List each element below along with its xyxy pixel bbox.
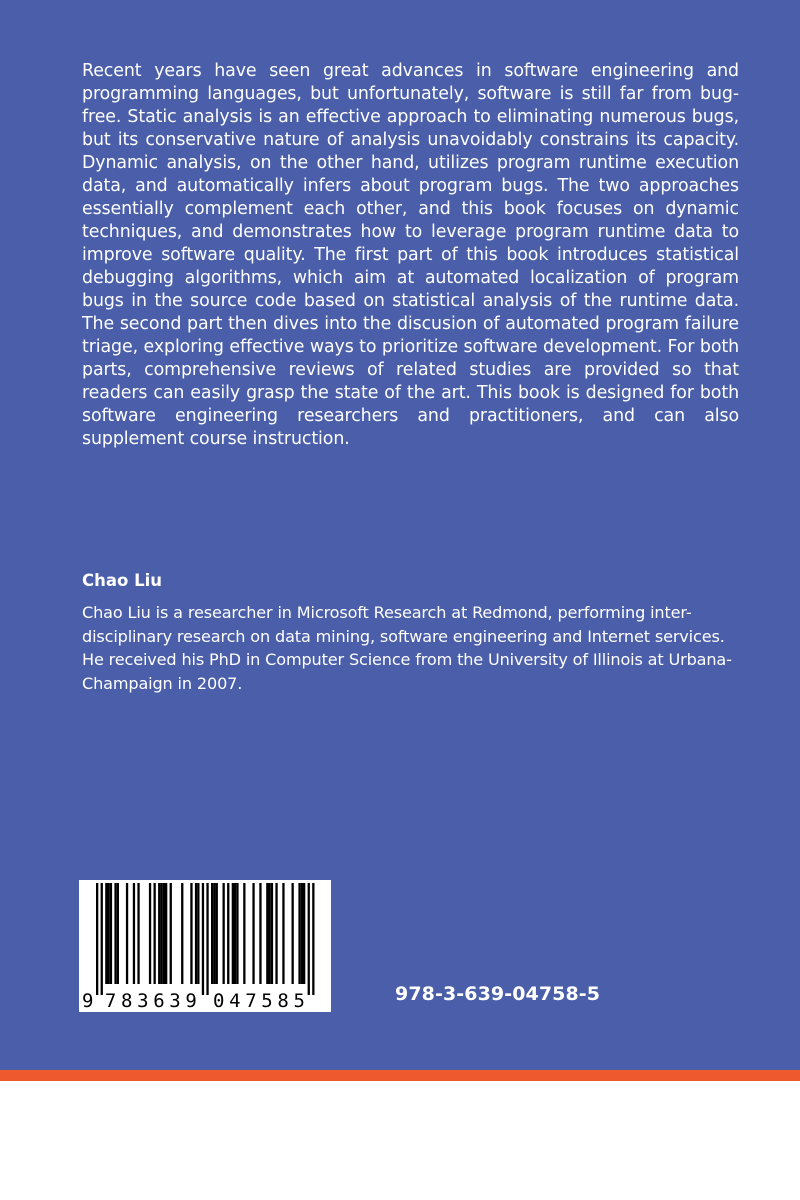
barcode-bar — [160, 883, 162, 984]
barcode-guard-bar — [96, 883, 98, 995]
barcode-bar — [252, 883, 254, 984]
barcode-bar — [137, 883, 139, 984]
barcode-bar — [114, 883, 116, 984]
barcode-digit: 3 — [169, 990, 181, 1012]
barcode-bar — [133, 883, 135, 984]
barcode-bar — [195, 883, 197, 984]
barcode-digit: 5 — [261, 990, 273, 1012]
barcode-bar — [117, 883, 119, 984]
isbn-number: 978-3-639-04758-5 — [395, 983, 601, 1005]
barcode-bar — [110, 883, 112, 984]
barcode-bar — [154, 883, 156, 984]
barcode-bar — [126, 883, 128, 984]
barcode-bar — [165, 883, 167, 984]
barcode — [79, 880, 331, 1012]
barcode-bar — [105, 883, 107, 984]
barcode-bar — [236, 883, 238, 984]
barcode-bar — [259, 883, 261, 984]
barcode-bar — [197, 883, 199, 984]
author-bio: Chao Liu is a researcher in Microsoft Research at Redmond, performing inter-disciplinary research on data mining, software engineering and Internet services. He received his PhD in Computer Science from the University of Illinois at Urbana-Champaign in 2007. — [82, 603, 732, 693]
barcode-digit: 6 — [153, 990, 165, 1012]
barcode-guard-bar — [312, 883, 314, 995]
barcode-bar — [158, 883, 160, 984]
barcode-bar — [301, 883, 303, 984]
barcode-graphic — [79, 880, 331, 1012]
barcode-bar — [243, 883, 245, 984]
barcode-bar — [213, 883, 215, 984]
barcode-bar — [282, 883, 284, 984]
author-name: Chao Liu — [82, 571, 162, 590]
barcode-bar — [108, 883, 110, 984]
barcode-bar — [303, 883, 305, 984]
book-description: Recent years have seen great advances in software engineering and programming languages, but unfortunately, software is still far from bug-free. Static analysis is an effective approach to eliminating numerous bugs, but its conservative nature of analysis unavoidably constrains its capacity. Dynamic analysis, on the other hand, utilizes program runtime execution data, and automatically infers about program bugs. The two approaches essentially complement each other, and this book focuses on dynamic techniques, and demonstrates how to leverage program runtime data to improve software quality. The first part of this book introduces statistical debugging algorithms, which aim at automated localization of program bugs in the source code based on statistical analysis of the runtime data. The second part then dives into the discusion of automated program failure triage, exploring effective ways to prioritize software development. For both parts, comprehensive reviews of related studies are provided so that readers can easily grasp the state of the art. This book is designed for both software engineering researchers and practitioners, and can also supplement course instruction. — [82, 61, 739, 449]
barcode-bar — [271, 883, 273, 984]
barcode-bar — [298, 883, 300, 984]
barcode-bar — [275, 883, 277, 984]
barcode-digit: 7 — [245, 990, 257, 1012]
barcode-digit: 5 — [293, 990, 305, 1012]
barcode-bar — [190, 883, 192, 984]
barcode-digit: 8 — [277, 990, 289, 1012]
barcode-bar — [292, 883, 294, 984]
barcode-digit: 8 — [121, 990, 133, 1012]
barcode-bar — [211, 883, 213, 984]
barcode-digit: 0 — [213, 990, 225, 1012]
barcode-bar — [232, 883, 234, 984]
barcode-bar — [223, 883, 225, 984]
barcode-guard-bar — [206, 883, 208, 995]
barcode-digit: 4 — [229, 990, 241, 1012]
barcode-bar — [170, 883, 172, 984]
barcode-digit: 7 — [104, 990, 117, 1012]
barcode-bar — [234, 883, 236, 984]
barcode-digit: 9 — [185, 990, 197, 1012]
barcode-guard-bar — [101, 883, 103, 995]
orange-stripe — [0, 1070, 800, 1081]
barcode-bar — [266, 883, 268, 984]
barcode-digit: 3 — [137, 990, 149, 1012]
barcode-guard-bar — [202, 883, 204, 995]
barcode-bar — [149, 883, 151, 984]
barcode-bar — [181, 883, 183, 984]
barcode-bar — [163, 883, 165, 984]
barcode-bar — [269, 883, 271, 984]
barcode-guard-bar — [308, 883, 310, 995]
barcode-bar — [216, 883, 218, 984]
barcode-bar — [227, 883, 229, 984]
barcode-digit-first: 9 — [82, 990, 94, 1012]
